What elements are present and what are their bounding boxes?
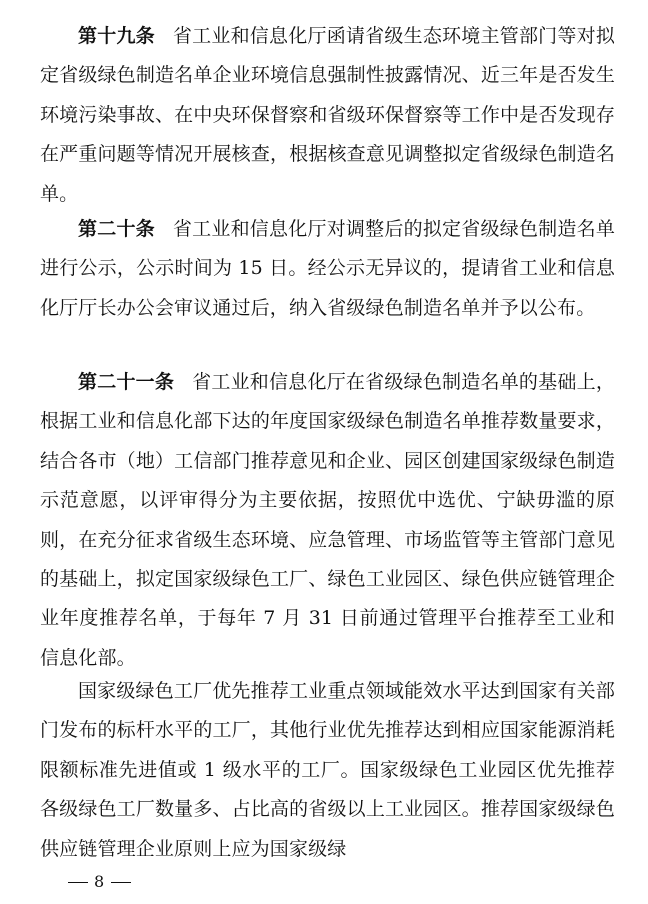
page-number: 8 bbox=[94, 872, 106, 891]
article-21 bbox=[40, 363, 615, 678]
paragraph-text: 国家级绿色工厂优先推荐工业重点领域能效水平达到国家有关部门发布的标杆水平的工厂，其他行业优先推荐达到相应国家能源消耗限额标准先进值或 1 级水平的工厂。国家级绿色工业园区优先推荐各级绿色工厂数量多、占比高的省级以上工业园区。推荐国家级绿色供应链管理企业原则上应为国家级绿 bbox=[40, 680, 615, 860]
article-21-title: 第二十一条 bbox=[78, 371, 175, 393]
page-footer bbox=[62, 872, 137, 892]
article-19-text: 省工业和信息化厅函请省级生态环境主管部门等对拟定省级绿色制造名单企业环境信息强制性披露情况、近三年是否发生环境污染事故、在中央环保督察和省级环保督察等工作中是否发现存在严重问题等情况开展核查，根据核查意见调整拟定省级绿色制造名单。 bbox=[40, 25, 615, 205]
footer-dash-right bbox=[111, 882, 131, 883]
article-20 bbox=[40, 210, 615, 328]
article-20-title: 第二十条 bbox=[78, 218, 155, 240]
article-19-title: 第十九条 bbox=[78, 25, 155, 47]
article-19 bbox=[40, 17, 615, 214]
footer-dash-left bbox=[68, 882, 88, 883]
article-21-text: 省工业和信息化厅在省级绿色制造名单的基础上，根据工业和信息化部下达的年度国家级绿色制造名单推荐数量要求，结合各市（地）工信部门推荐意见和企业、园区创建国家级绿色制造示范意愿，以评审得分为主要依据，按照优中选优、宁缺毋滥的原则，在充分征求省级生态环境、应急管理、市场监管等主管部门意见的基础上，拟定国家级绿色工厂、绿色工业园区、绿色供应链管理企业年度推荐名单，于每年 7 月 31 日前通过管理平台推荐至工业和信息化部。 bbox=[40, 371, 615, 669]
article-20-text: 省工业和信息化厅对调整后的拟定省级绿色制造名单进行公示，公示时间为 15 日。经公示无异议的，提请省工业和信息化厅厅长办公会审议通过后，纳入省级绿色制造名单并予以公布。 bbox=[40, 218, 615, 319]
paragraph-national-green-factories bbox=[40, 672, 615, 869]
